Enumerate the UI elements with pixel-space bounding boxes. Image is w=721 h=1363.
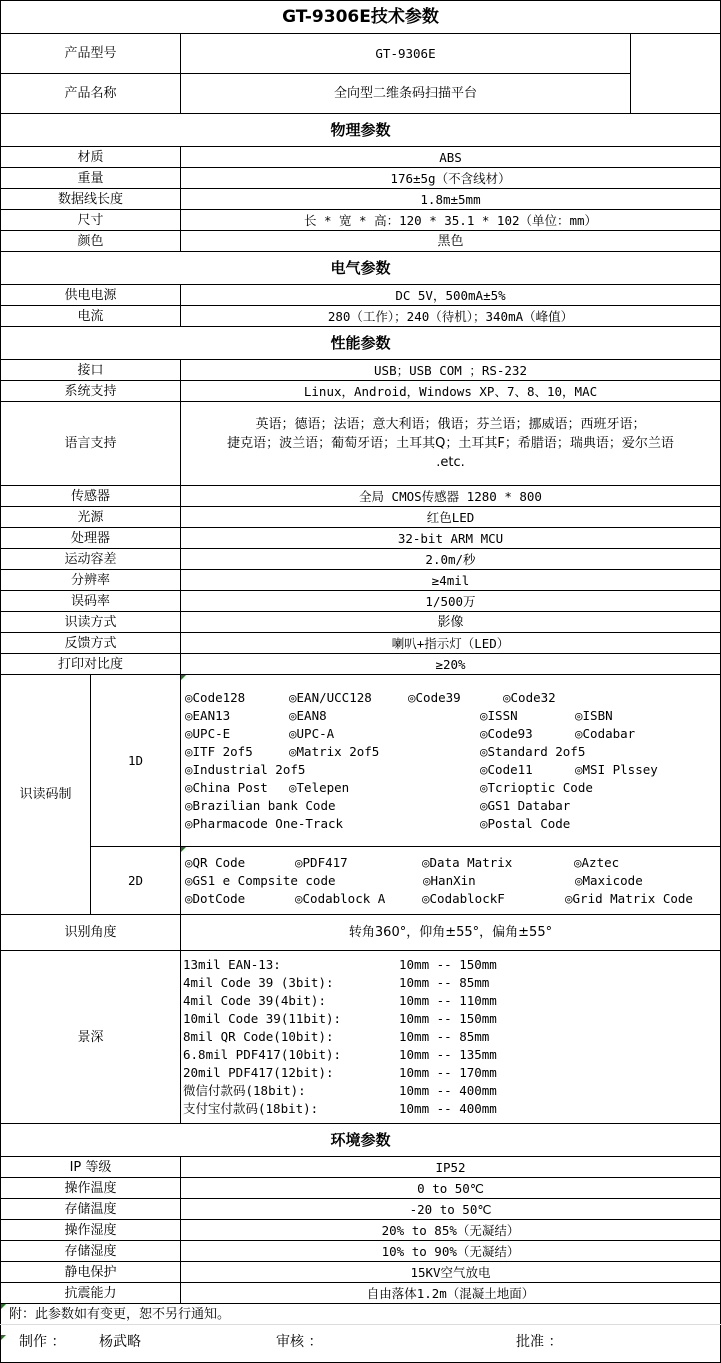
spec-label: 抗震能力 [1,1283,181,1304]
symbology-item: ◎Maxicode [575,872,643,888]
spec-label: 颜色 [1,231,181,252]
spec-label: 运动容差 [1,549,181,570]
symbology-item: ◎ITF 2of5 [185,743,253,759]
symbology-item: ◎Industrial 2of5 [185,761,306,777]
product-image-cell [631,34,721,114]
symbology-item: ◎Code128 [185,689,246,705]
symbology-item: ◎MSI Plssey [575,761,658,777]
spec-label: 电流 [1,306,181,327]
symbology-item: ◎Postal Code [480,815,571,831]
symbology-row [185,854,720,872]
spec-label: 误码率 [1,591,181,612]
symbology-item: ◎Brazilian bank Code [185,797,336,813]
symbology-row [185,743,720,761]
spec-label: 材质 [1,147,181,168]
spec-value: 影像 [181,612,721,633]
symbology-2d-label: 2D [91,847,181,915]
approve-label: 批准 ： [516,1334,563,1350]
spec-label: 操作湿度 [1,1220,181,1241]
symbology-item: ◎Aztec [574,854,620,870]
depth-row: 13mil EAN-13: 10mm -- 150mm [183,957,497,972]
depth-row: 8mil QR Code(10bit): 10mm -- 85mm [183,1029,490,1044]
spec-value: IP52 [181,1157,721,1178]
cell-comment-marker [181,847,186,852]
spec-value: 2.0m/秒 [181,549,721,570]
spec-value: ≥4mil [181,570,721,591]
spec-label: 接口 [1,360,181,381]
spec-value: 全局 CMOS传感器 1280 * 800 [181,486,721,507]
spec-label: 处理器 [1,528,181,549]
made-by-label: 制作 ： [19,1334,66,1350]
section-electrical: 电气参数 [1,252,721,285]
symbology-item: ◎ISSN [480,707,518,723]
spec-value: 喇叭+指示灯（LED） [181,633,721,654]
symbology-item: ◎EAN/UCC128 [289,689,372,705]
symbology-item: ◎Codabar [575,725,636,741]
cell-comment-marker [1,1335,6,1340]
symbology-item: ◎Code32 [503,689,556,705]
spec-value: 10% to 90%（无凝结） [181,1241,721,1262]
language-line: 英语；德语；法语；意大利语；俄语；芬兰语；挪威语；西班牙语； [255,417,646,432]
depth-row: 20mil PDF417(12bit): 10mm -- 170mm [183,1065,497,1080]
spec-label: 识别角度 [1,915,181,951]
symbology-1d-list [181,675,721,847]
spec-value: 20% to 85%（无凝结） [181,1220,721,1241]
page-title: GT-9306E技术参数 [1,1,721,34]
symbology-item: ◎ISBN [575,707,613,723]
spec-label: 静电保护 [1,1262,181,1283]
language-support-value [181,402,721,486]
spec-value: 176±5g（不含线材） [181,168,721,189]
spec-value: Linux，Android，Windows XP、7、8、10，MAC [181,381,721,402]
spec-value: -20 to 50℃ [181,1199,721,1220]
spec-value: 长 * 宽 * 高：120 * 35.1 * 102（单位：mm） [181,210,721,231]
cell-comment-marker [1,1304,6,1309]
symbology-item: ◎Tcrioptic Code [480,779,593,795]
footer-note-cell [1,1304,721,1325]
symbology-item: ◎Codablock A [295,890,386,906]
spec-label: 系统支持 [1,381,181,402]
symbology-row [185,779,720,797]
symbology-row [185,890,720,908]
spec-label: 识读方式 [1,612,181,633]
signature-row [1,1325,721,1363]
spec-value: 转角360°，仰角±55°，偏角±55° [181,915,721,951]
spec-value: 黑色 [181,231,721,252]
spec-value: 15KV空气放电 [181,1262,721,1283]
symbology-item: ◎GS1 Databar [480,797,571,813]
spec-value: ABS [181,147,721,168]
symbology-item: ◎HanXin [423,872,476,888]
depth-row: 微信付款码(18bit): 10mm -- 400mm [183,1083,497,1098]
symbology-2d-list [181,847,721,915]
spec-value: USB；USB COM ；RS-232 [181,360,721,381]
symbology-item: ◎UPC-A [289,725,335,741]
depth-row: 4mil Code 39(4bit): 10mm -- 110mm [183,993,497,1008]
spec-value: ≥20% [181,654,721,675]
product-model-label: 产品型号 [1,34,181,74]
spec-label: 存储温度 [1,1199,181,1220]
spec-label: 重量 [1,168,181,189]
spec-value: 自由落体1.2m（混凝土地面） [181,1283,721,1304]
symbology-item: ◎EAN8 [289,707,327,723]
symbology-label: 识读码制 [1,675,91,915]
symbology-1d-label: 1D [91,675,181,847]
spec-label: 分辨率 [1,570,181,591]
spec-value: 32-bit ARM MCU [181,528,721,549]
depth-of-field-list [181,951,721,1124]
product-name-value: 全向型二维条码扫描平台 [181,74,631,114]
depth-of-field-label: 景深 [1,951,181,1124]
spec-label: IP 等级 [1,1157,181,1178]
symbology-row [185,707,720,725]
depth-row: 6.8mil PDF417(10bit): 10mm -- 135mm [183,1047,497,1062]
symbology-item: ◎Data Matrix [422,854,513,870]
spec-label: 反馈方式 [1,633,181,654]
product-name-label: 产品名称 [1,74,181,114]
symbology-item: ◎Grid Matrix Code [565,890,693,906]
depth-row: 4mil Code 39 (3bit): 10mm -- 85mm [183,975,490,990]
spec-label: 光源 [1,507,181,528]
review-label: 审核 ： [276,1334,323,1350]
product-model-value: GT-9306E [181,34,631,74]
spec-label: 数据线长度 [1,189,181,210]
symbology-item: ◎Code11 [480,761,533,777]
symbology-item: ◎EAN13 [185,707,231,723]
symbology-row [185,725,720,743]
section-physical: 物理参数 [1,114,721,147]
symbology-item: ◎DotCode [185,890,246,906]
spec-value: 0 to 50℃ [181,1178,721,1199]
symbology-item: ◎CodablockF [422,890,505,906]
symbology-item: ◎Telepen [289,779,350,795]
spec-label: 操作温度 [1,1178,181,1199]
symbology-item: ◎Code93 [480,725,533,741]
symbology-row [185,761,720,779]
spec-value: 1.8m±5mm [181,189,721,210]
spec-label: 尺寸 [1,210,181,231]
symbology-item: ◎Pharmacode One-Track [185,815,344,831]
symbology-item: ◎Matrix 2of5 [289,743,380,759]
symbology-item: ◎UPC-E [185,725,231,741]
symbology-item: ◎QR Code [185,854,246,870]
symbology-row [185,815,720,833]
spec-value: 280（工作）；240（待机）；340mA（峰值） [181,306,721,327]
spec-label: 传感器 [1,486,181,507]
symbology-item: ◎Standard 2of5 [480,743,586,759]
footer-note: 附：此参数如有变更，恕不另行通知。 [9,1306,231,1322]
spec-label: 存储湿度 [1,1241,181,1262]
symbology-row [185,872,720,890]
symbology-item: ◎China Post [185,779,268,795]
depth-row: 支付宝付款码(18bit): 10mm -- 400mm [183,1101,497,1116]
spec-label: 语言支持 [1,402,181,486]
symbology-item: ◎GS1 e Compsite code [185,872,336,888]
symbology-row [185,797,720,815]
spec-label: 打印对比度 [1,654,181,675]
section-performance: 性能参数 [1,327,721,360]
depth-row: 10mil Code 39(11bit): 10mm -- 150mm [183,1011,497,1026]
language-line: 捷克语；波兰语；葡萄牙语；土耳其Q；土耳其F；希腊语；瑞典语；爱尔兰语 [227,436,674,451]
spec-value: 红色LED [181,507,721,528]
cell-comment-marker [181,675,186,680]
symbology-item: ◎Code39 [408,689,461,705]
symbology-row [185,689,720,707]
spec-label: 供电电源 [1,285,181,306]
made-by-name: 杨武略 [99,1334,141,1350]
spec-value: 1/500万 [181,591,721,612]
section-environment: 环境参数 [1,1124,721,1157]
spec-value: DC 5V，500mA±5% [181,285,721,306]
symbology-item: ◎PDF417 [295,854,348,870]
language-line: .etc. [436,455,465,470]
